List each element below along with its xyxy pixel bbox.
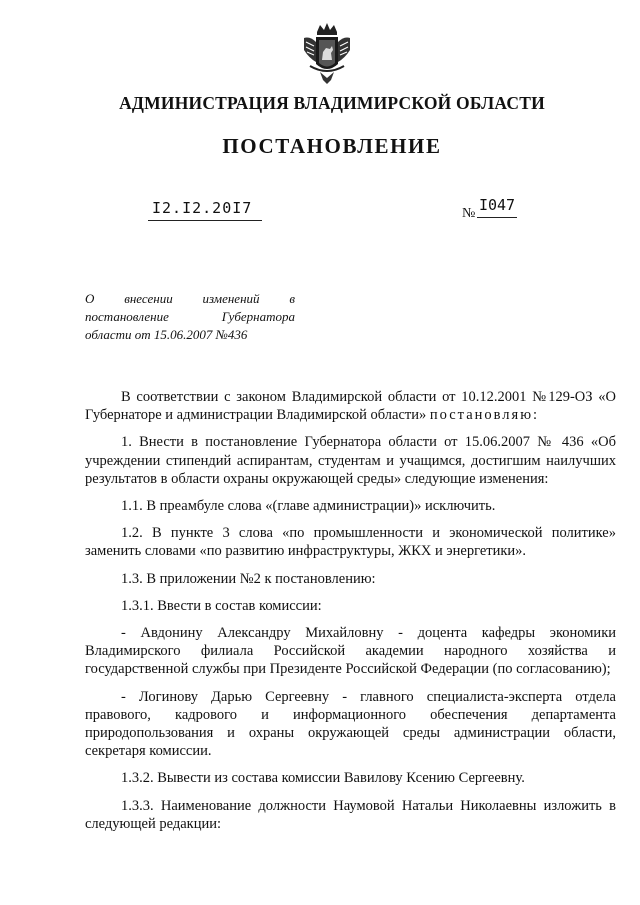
preamble-paragraph bbox=[85, 388, 616, 424]
coat-of-arms-icon bbox=[300, 22, 354, 86]
commission-member-2: - Логинову Дарью Сергеевну - главного специалиста-эксперта отдела правового, кадрового и информационного обеспечения департамента природопользования и охраны окружающей среды администрации области, секретаря комиссии. bbox=[85, 688, 616, 760]
document-body bbox=[85, 388, 616, 833]
clause-1-3-1: 1.3.1. Ввести в состав комиссии: bbox=[121, 597, 322, 614]
subject-line: постановление Губернатора bbox=[85, 309, 295, 324]
clause-1-3: 1.3. В приложении №2 к постановлению: bbox=[121, 570, 376, 587]
clause-1-3-3: 1.3.3. Наименование должности Наумовой Натальи Николаевны изложить в следующей редакции: bbox=[85, 797, 616, 832]
clause-1: 1. Внести в постановление Губернатора области от 15.06.2007 № 436 «Об учреждении стипендий аспирантам, студентам и учащимся, достигшим наилучших результатов в области охраны окружающей среды» следующие изменения: bbox=[85, 434, 616, 487]
document-subject bbox=[85, 290, 295, 344]
clause-1-1: 1.1. В преамбуле слова «(главе администрации)» исключить. bbox=[121, 498, 496, 515]
clause-1-2: 1.2. В пункте 3 слова «по промышленности и экономической политике» заменить словами «по развитию инфраструктуры, ЖКХ и энергетики». bbox=[85, 525, 616, 560]
subject-line: О внесении изменений в bbox=[85, 291, 295, 306]
decree-word: постановляю: bbox=[429, 407, 540, 424]
document-number: I047 bbox=[477, 196, 517, 218]
document-number-label: № bbox=[462, 206, 476, 221]
preamble-text: В соответствии с законом Владимирской области от 10.12.2001 №129-ОЗ «О Губернаторе и администрации Владимирской области» bbox=[85, 389, 616, 424]
document-type: ПОСТАНОВЛЕНИЕ bbox=[222, 134, 442, 158]
subject-line: области от 15.06.2007 №436 bbox=[85, 327, 248, 342]
commission-member-1: - Авдонину Александру Михайловну - доцента кафедры экономики Владимирского филиала Российской академии народного хозяйства и государственной службы при Президенте Российской Федерации (по согласованию); bbox=[85, 625, 616, 678]
clause-1-3-2: 1.3.2. Вывести из состава комиссии Вавилову Ксению Сергеевну. bbox=[121, 770, 525, 787]
document-date: I2.I2.20I7 bbox=[148, 199, 262, 221]
organization-title: АДМИНИСТРАЦИЯ ВЛАДИМИРСКОЙ ОБЛАСТИ bbox=[119, 93, 545, 113]
